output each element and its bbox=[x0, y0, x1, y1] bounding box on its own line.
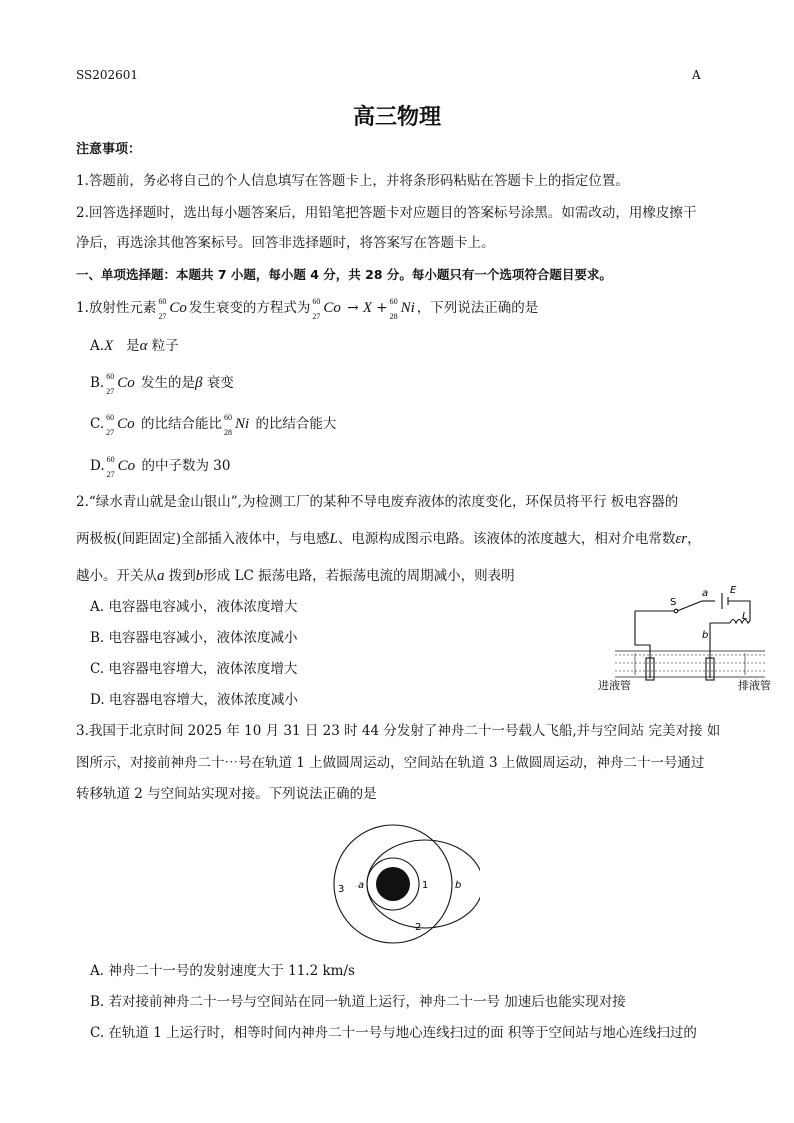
orbit-label-1: 1 bbox=[422, 880, 429, 891]
q2-stem-line: 两极板(间距固定)全部插入液体中，与电感L、电源构成图示电路。该液体的浓度越大，相对介电常数εr， bbox=[76, 531, 701, 547]
switch-pos-a: a bbox=[157, 568, 165, 584]
x-symbol: X bbox=[362, 300, 372, 316]
q3-stem-line: 转移轨道 2 与空间站实现对接。下列说法正确的是 bbox=[76, 786, 377, 802]
inductor-label: L bbox=[742, 611, 748, 622]
outlet-label: 排液管 bbox=[738, 679, 771, 692]
co-nuclide: 60 27 Co bbox=[158, 297, 187, 321]
lc-circuit-figure bbox=[590, 583, 790, 693]
earth bbox=[376, 867, 410, 901]
section-heading: 一、单项选择题：本题共 7 小题，每小题 4 分，共 28 分。每小题只有一个选项符合题目要求。 bbox=[76, 267, 612, 282]
beta-symbol: β bbox=[195, 375, 203, 391]
q3-stem-line: 3.我国于北京时间 2025 年 10 月 31 日 23 时 44 分发射了神舟二十一号载人飞船,并与空间站 完美对接 如 bbox=[76, 723, 721, 739]
exam-code: SS202601 bbox=[76, 68, 139, 82]
notes-heading: 注意事项： bbox=[76, 142, 142, 157]
orbit-label-2: 2 bbox=[415, 922, 422, 933]
co-nuclide: 60 27 Co bbox=[106, 455, 136, 479]
q2-stem-line: 越小。开关从a 拨到b形成 LC 振荡电路，若振荡电流的周期减小，则表明 bbox=[76, 568, 515, 584]
notes-item: 2.回答选择题时，选出每小题答案后，用铅笔把答题卡对应题目的答案标号涂黑。如需改动，用橡皮擦干 bbox=[76, 205, 697, 221]
q2-stem-line: 2.“绿水青山就是金山银山”,为检测工厂的某种不导电废弃液体的浓度变化，环保员将平行 板电容器的 bbox=[76, 494, 679, 510]
co-nuclide: 60 27 Co bbox=[106, 413, 135, 437]
co-nuclide: 60 27 Co bbox=[106, 372, 135, 396]
page-title: 高三物理 bbox=[352, 105, 441, 130]
switch-terminal-a: a bbox=[702, 588, 709, 599]
q1-option-c[interactable]: C. 60 27 Co 的比结合能比 60 28 Ni 的比结合能大 bbox=[90, 413, 337, 437]
q3-stem-line: 图所示，对接前神舟二十⋯号在轨道 1 上做圆周运动，空间站在轨道 3 上做圆周运动，神舟二十一号通过 bbox=[76, 755, 705, 771]
q1-stem-text: ，下列说法正确的是 bbox=[416, 300, 539, 316]
q1-option-b[interactable]: B. 60 27 Co 发生的是β 衰变 bbox=[90, 372, 234, 396]
notes-item: 1.答题前，务必将自己的个人信息填写在答题卡上，并将条形码粘贴在答题卡上的指定位置。 bbox=[76, 173, 629, 189]
q1-stem bbox=[76, 297, 539, 321]
q2-option-c[interactable]: C. 电容器电容增大，液体浓度增大 bbox=[90, 661, 298, 677]
point-a: a bbox=[358, 880, 365, 891]
q3-option-a[interactable]: A. 神舟二十一号的发射速度大于 11.2 km/s bbox=[90, 963, 355, 979]
epsilon-symbol: εr bbox=[675, 531, 688, 547]
x-symbol: X bbox=[104, 338, 114, 354]
q1-option-a[interactable]: A.X 是α 粒子 bbox=[90, 338, 179, 354]
orbit-label-3: 3 bbox=[338, 884, 345, 895]
inductor-symbol: L bbox=[329, 531, 338, 547]
q1-option-d[interactable]: D. 60 27 Co 的中子数为 30 bbox=[90, 455, 231, 479]
notes-item: 净后，再选涂其他答案标号。回答非选择题时，将答案写在答题卡上。 bbox=[76, 235, 495, 251]
q1-stem-text: 1.放射性元素 bbox=[76, 300, 157, 316]
ni-nuclide: 60 28 Ni bbox=[389, 297, 415, 321]
source-label: E bbox=[730, 585, 737, 596]
plus-symbol: + bbox=[376, 300, 388, 316]
ni-nuclide: 60 28 Ni bbox=[223, 413, 250, 437]
inlet-label: 进液管 bbox=[598, 679, 631, 692]
arrow-symbol: → bbox=[347, 300, 359, 316]
alpha-symbol: α bbox=[139, 338, 148, 354]
paper-version: A bbox=[692, 68, 701, 82]
point-b: b bbox=[455, 880, 462, 891]
q2-option-b[interactable]: B. 电容器电容减小，液体浓度减小 bbox=[90, 630, 298, 646]
q1-stem-text: 发生衰变的方程式为 bbox=[188, 300, 311, 316]
switch-terminal-b: b bbox=[702, 630, 709, 641]
orbit-figure bbox=[330, 822, 480, 952]
co-nuclide: 60 27 Co bbox=[312, 297, 341, 321]
q2-option-d[interactable]: D. 电容器电容增大，液体浓度减小 bbox=[90, 692, 298, 708]
q2-option-a[interactable]: A. 电容器电容减小，液体浓度增大 bbox=[90, 599, 298, 615]
switch-label: S bbox=[670, 597, 677, 608]
q3-option-b[interactable]: B. 若对接前神舟二十一号与空间站在同一轨道上运行，神舟二十一号 加速后也能实现对接 bbox=[90, 994, 626, 1010]
switch-pos-b: b bbox=[195, 568, 204, 584]
q3-option-c[interactable]: C. 在轨道 1 上运行时，相等时间内神舟二十一号与地心连线扫过的面 积等于空间站与地心连线扫过的 bbox=[90, 1025, 697, 1041]
